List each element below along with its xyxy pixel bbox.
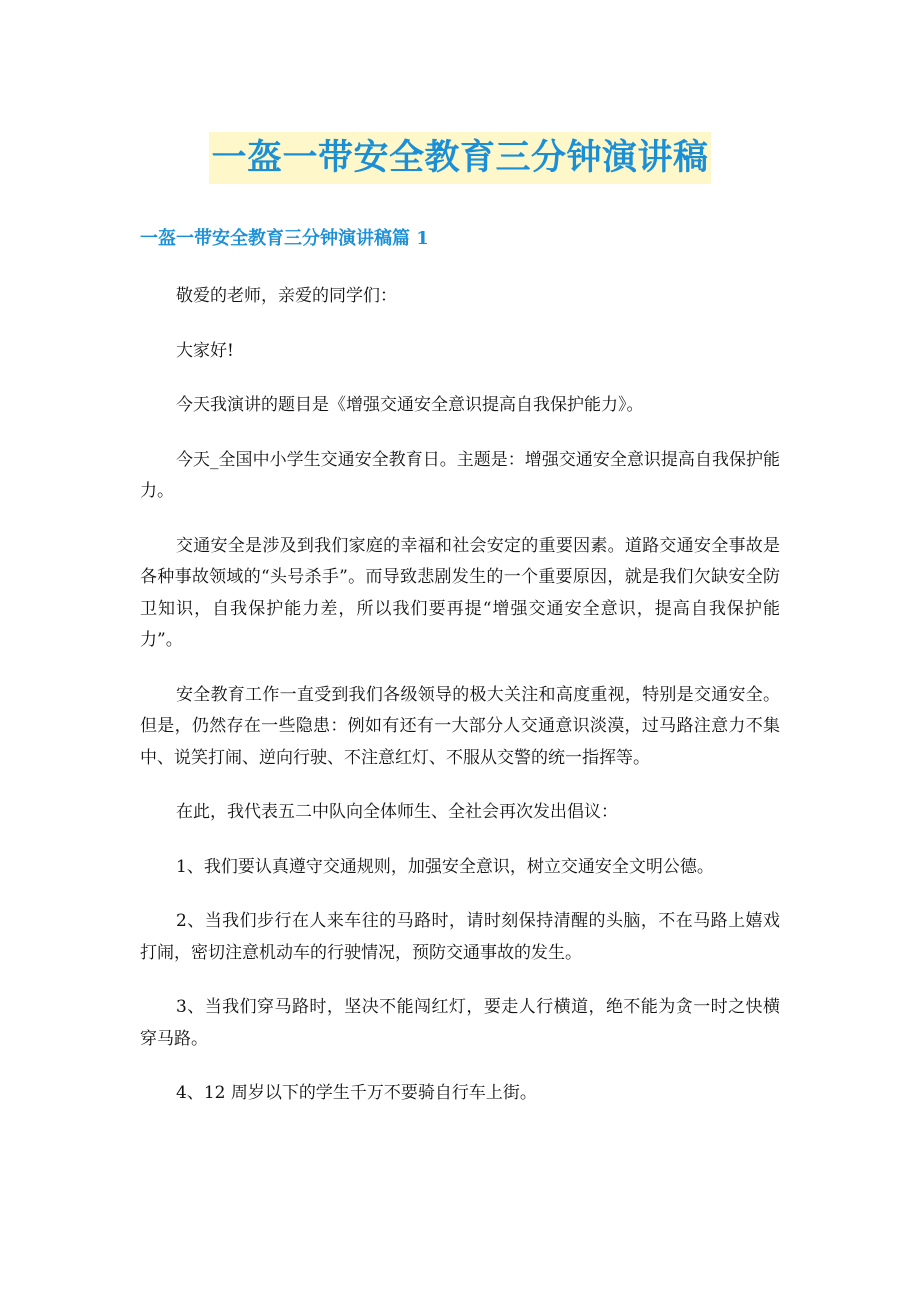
list-item-2: 2、当我们步行在人来车往的马路时，请时刻保持清醒的头脑，不在马路上嬉戏打闹，密切注意机动车的行驶情况，预防交通事故的发生。 bbox=[140, 911, 780, 963]
list-item-4: 4、12 周岁以下的学生千万不要骑自行车上街。 bbox=[176, 1083, 537, 1103]
paragraph-theme: 今天_全国中小学生交通安全教育日。主题是：增强交通安全意识提高自我保护能力。 bbox=[140, 449, 780, 501]
paragraph-hello: 大家好! bbox=[176, 340, 234, 361]
paragraph-proposal: 在此，我代表五二中队向全体师生、全社会再次发出倡议： bbox=[176, 802, 618, 822]
paragraph-importance: 交通安全是涉及到我们家庭的幸福和社会安定的重要因素。道路交通安全事故是各种事故领域的“头号杀手”。而导致悲剧发生的一个重要原因，就是我们欠缺安全防卫知识，自我保护能力差，所以我们要再提“增强交通安全意识，提高自我保护能力”。 bbox=[140, 535, 780, 650]
paragraph-topic: 今天我演讲的题目是《增强交通安全意识提高自我保护能力》。 bbox=[176, 395, 644, 415]
list-item-3: 3、当我们穿马路时，坚决不能闯红灯，要走人行横道，绝不能为贪一时之快横穿马路。 bbox=[140, 997, 780, 1049]
document-title: 一盔一带安全教育三分钟演讲稿 bbox=[209, 132, 710, 184]
paragraph-hazards: 安全教育工作一直受到我们各级领导的极大关注和高度重视，特别是交通安全。但是，仍然存在一些隐患：例如有还有一大部分人交通意识淡漠，过马路注意力不集中、说笑打闹、逆向行驶、不注意红灯、不服从交警的统一指挥等。 bbox=[140, 684, 780, 768]
section-heading: 一盔一带安全教育三分钟演讲稿篇 1 bbox=[140, 228, 429, 249]
paragraph-greeting: 敬爱的老师，亲爱的同学们： bbox=[176, 286, 397, 306]
list-item-1: 1、我们要认真遵守交通规则，加强安全意识，树立交通安全文明公德。 bbox=[176, 856, 714, 877]
title-container bbox=[0, 132, 920, 184]
document-body bbox=[140, 281, 780, 1133]
